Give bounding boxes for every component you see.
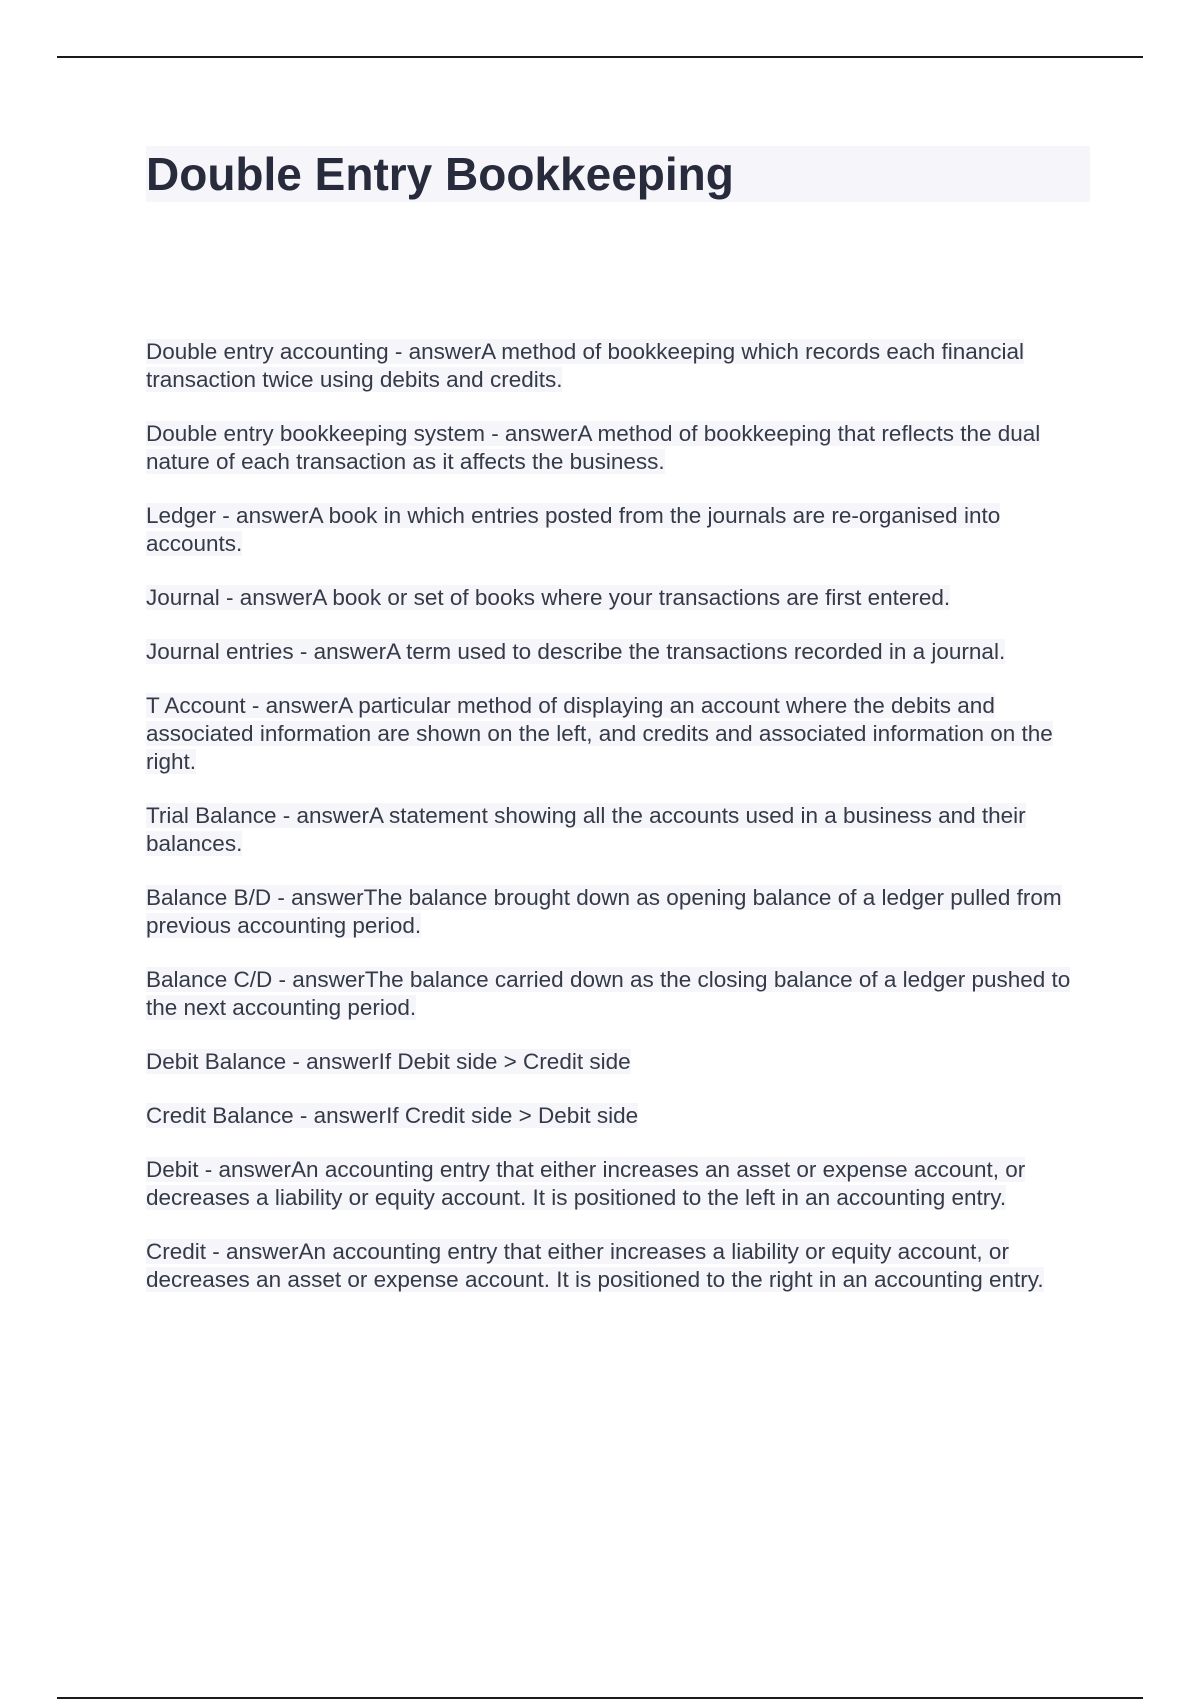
definition-double-entry-bookkeeping-system: Double entry bookkeeping system - answerA method of bookkeeping that reflects the dual nature of each transaction as it affects the business. (146, 421, 1041, 474)
definition-t-account: T Account - answerA particular method of displaying an account where the debits and associated information are shown on the left, and credits and associated information on the right. (146, 693, 1053, 774)
definition-ledger: Ledger - answerA book in which entries posted from the journals are re-organised into accounts. (146, 503, 1001, 556)
definition-list (146, 338, 1090, 1320)
definition-debit-balance: Debit Balance - answerIf Debit side > Credit side (146, 1049, 631, 1074)
definition-balance-cd: Balance C/D - answerThe balance carried down as the closing balance of a ledger pushed to the next accounting period. (146, 967, 1071, 1020)
definition-debit: Debit - answerAn accounting entry that either increases an asset or expense account, or decreases a liability or equity account. It is positioned to the left in an accounting entry. (146, 1157, 1026, 1210)
definition-journal-entries: Journal entries - answerA term used to describe the transactions recorded in a journal. (146, 639, 1006, 664)
definition-balance-bd: Balance B/D - answerThe balance brought down as opening balance of a ledger pulled from previous accounting period. (146, 885, 1062, 938)
definition-credit: Credit - answerAn accounting entry that either increases a liability or equity account, or decreases an asset or expense account. It is positioned to the right in an accounting entry. (146, 1239, 1044, 1292)
bottom-rule (57, 1697, 1143, 1699)
definition-journal: Journal - answerA book or set of books where your transactions are first entered. (146, 585, 951, 610)
top-rule (57, 56, 1143, 58)
definition-trial-balance: Trial Balance - answerA statement showing all the accounts used in a business and their balances. (146, 803, 1026, 856)
page-title: Double Entry Bookkeeping (146, 148, 734, 200)
definition-double-entry-accounting: Double entry accounting - answerA method of bookkeeping which records each financial transaction twice using debits and credits. (146, 339, 1025, 392)
definition-credit-balance: Credit Balance - answerIf Credit side > Debit side (146, 1103, 639, 1128)
